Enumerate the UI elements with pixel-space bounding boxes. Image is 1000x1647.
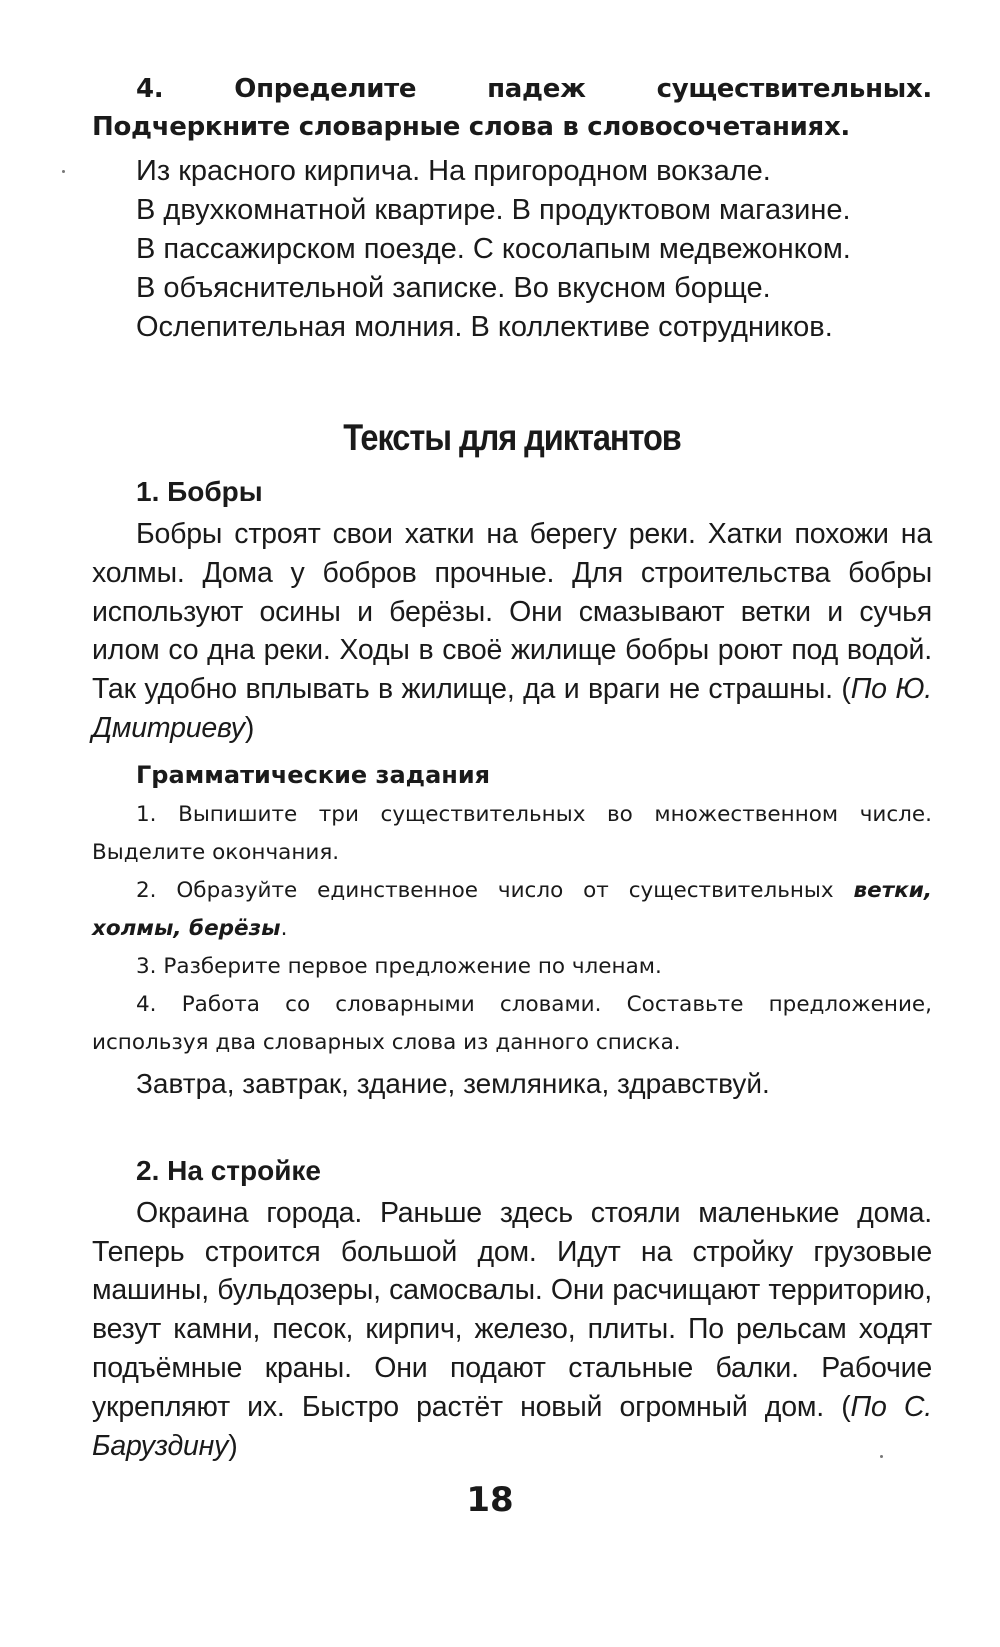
grammar-task-4: 4. Работа со словарными словами. Составьте предложение, используя два словарных слова из данного списка. (92, 991, 932, 1055)
dictation-2-source: По С. Баруздину (92, 1390, 932, 1462)
grammar-task-3: 3. Разберите первое предложение по членам. (136, 953, 662, 979)
section-title: Тексты для диктантов (343, 417, 681, 458)
phrase-line: Из красного кирпича. На пригородном вокзале. (136, 155, 771, 187)
grammar-tasks-title: Грамматические задания (136, 760, 491, 789)
exercise-4-heading: 4. Определите падеж существительных. Подчеркните словарные слова в словосочетаниях. (92, 74, 932, 142)
grammar-task-1: 1. Выпишите три существительных во множественном числе. Выделите окончания. (92, 801, 932, 865)
source-paren-open: ( (832, 673, 851, 706)
source-paren-close: ) (228, 1429, 238, 1462)
dictation-1-source: По Ю. Дмитриеву (92, 673, 932, 744)
phrase-line: В двухкомнатной квартире. В продуктовом магазине. (136, 194, 851, 226)
phrase-line: В объяснительной записке. Во вкусном борще. (136, 272, 771, 304)
exercise-4-phrases (92, 152, 932, 347)
scan-speck (62, 170, 65, 173)
dictation-1-title: 1. Бобры (136, 476, 263, 507)
task-2-text: 2. Образуйте единственное число от существительных (136, 877, 854, 903)
vocabulary-words: Завтра, завтрак, здание, земляника, здравствуй. (136, 1067, 770, 1099)
scan-speck (880, 1455, 883, 1458)
page-number: 18 (466, 1480, 514, 1520)
dictation-1-text (92, 515, 932, 748)
phrase-line: Ослепительная молния. В коллективе сотрудников. (136, 311, 833, 343)
dictation-2-title: 2. На стройке (136, 1154, 321, 1186)
book-page (92, 70, 932, 1465)
dictation-2-text (92, 1194, 932, 1466)
task-2-end: . (280, 915, 288, 941)
source-paren-close: ) (244, 711, 255, 744)
grammar-task-2 (92, 872, 932, 948)
task-2-words: ветки, холмы, берёзы (92, 877, 932, 941)
dictation-1-body: Бобры строят свои хатки на берегу реки. Хатки похожи на холмы. Дома у бобров прочные. Для строительства бобры используют осины и берёзы. Они смазывают ветки и сучья илом со дна реки. Ходы в своё жилище бобры роют под водой. Так удобно вплывать в жилище, да и враги не страшны. (92, 518, 932, 706)
phrase-line: В пассажирском поезде. С косолапым медвежонком. (136, 233, 851, 265)
source-paren-open: ( (824, 1390, 851, 1423)
dictation-2-body: Окраина города. Раньше здесь стояли маленькие дома. Теперь строится большой дом. Идут на стройку грузовые машины, бульдозеры, самосвалы. Они расчищают территорию, везут камни, песок, кирпич, железо, плиты. По рельсам ходят подъёмные краны. Они подают стальные балки. Рабочие укрепляют их. Быстро растёт новый огромный дом. (92, 1196, 932, 1423)
